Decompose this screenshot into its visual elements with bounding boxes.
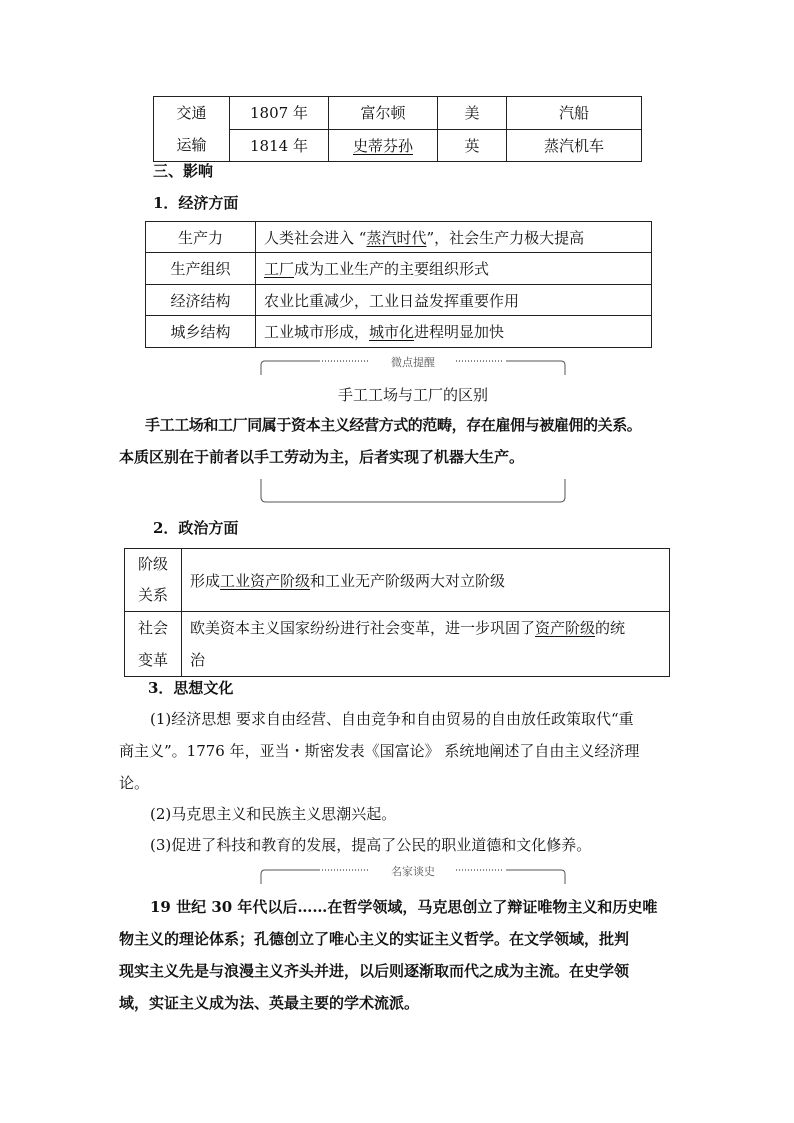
- tip-title: 手工工场与工厂的区别: [337, 386, 488, 404]
- person-name: 富尔顿: [360, 104, 406, 123]
- invention-cell: 汽船: [507, 97, 642, 130]
- economy-label: 生产力: [146, 222, 256, 253]
- tip-line: 手工工场和工厂同属于资本主义经营方式的范畴，存在雇佣与被雇佣的关系。: [145, 416, 642, 434]
- culture-line: (3)促进了科技和教育的发展，提高了公民的职业道德和文化修养。: [150, 836, 592, 854]
- year-cell: 1814 年: [230, 129, 329, 162]
- politics-label: 阶级 关系: [125, 549, 182, 612]
- scholar-line: 域，实证主义成为法、英最主要的学术流派。: [119, 994, 420, 1012]
- politics-value: 形成工业资产阶级和工业无产阶级两大对立阶级: [182, 549, 670, 612]
- economy-label: 经济结构: [146, 285, 256, 316]
- tip-line: 本质区别在于前者以手工劳动为主，后者实现了机器大生产。: [119, 448, 525, 466]
- economy-heading: 1．经济方面: [153, 194, 239, 212]
- transport-category-cell: [154, 97, 230, 162]
- person-cell: [329, 129, 438, 162]
- economy-table: [145, 221, 652, 348]
- country-cell: 英: [438, 129, 507, 162]
- economy-value: 工业城市形成，城市化进程明显加快: [256, 316, 652, 348]
- category-line: 交通: [176, 104, 207, 122]
- country-cell: 美: [438, 97, 507, 130]
- scholar-box: [260, 866, 566, 886]
- economy-label: 城乡结构: [146, 316, 256, 348]
- transport-table: [153, 96, 642, 162]
- politics-label: 社会 变革: [125, 612, 182, 677]
- politics-value: 欧美资本主义国家纷纷进行社会变革，进一步巩固了资产阶级的统 治: [182, 612, 670, 677]
- category-line: 运输: [176, 136, 207, 154]
- tip-box-header: 微点提醒: [375, 354, 451, 370]
- culture-line: (1)经济思想 要求自由经营、自由竞争和自由贸易的自由放任政策取代“重: [150, 710, 634, 728]
- scholar-line: 现实主义先是与浪漫主义齐头并进，以后则逐渐取而代之成为主流。在史学领: [119, 962, 630, 980]
- scholar-line: 19 世纪 30 年代以后……在哲学领域，马克思创立了辩证唯物主义和历史唯: [150, 898, 658, 916]
- scholar-line: 物主义的理论体系；孔德创立了唯心主义的实证主义哲学。在文学领域，批判: [119, 930, 630, 948]
- culture-line: 商主义”。1776 年，亚当・斯密发表《国富论》 系统地阐述了自由主义经济理: [119, 742, 640, 760]
- person-name: 史蒂芬孙: [352, 136, 413, 155]
- scholar-box-header: 名家谈史: [375, 863, 451, 879]
- economy-value: 工厂成为工业生产的主要组织形式: [256, 253, 652, 285]
- politics-table: [124, 548, 670, 677]
- economy-value: 人类社会进入 “蒸汽时代”，社会生产力极大提高: [256, 222, 652, 253]
- culture-heading: 3．思想文化: [148, 679, 234, 697]
- economy-label: 生产组织: [146, 253, 256, 285]
- culture-line: (2)马克思主义和民族主义思潮兴起。: [150, 805, 397, 823]
- invention-cell: 蒸汽机车: [507, 129, 642, 162]
- politics-heading: 2．政治方面: [153, 519, 239, 537]
- year-cell: 1807 年: [230, 97, 329, 130]
- economy-value: 农业比重减少，工业日益发挥重要作用: [256, 285, 652, 316]
- person-cell: [329, 97, 438, 130]
- culture-line: 论。: [119, 774, 150, 792]
- section-heading: 三、影响: [153, 162, 214, 180]
